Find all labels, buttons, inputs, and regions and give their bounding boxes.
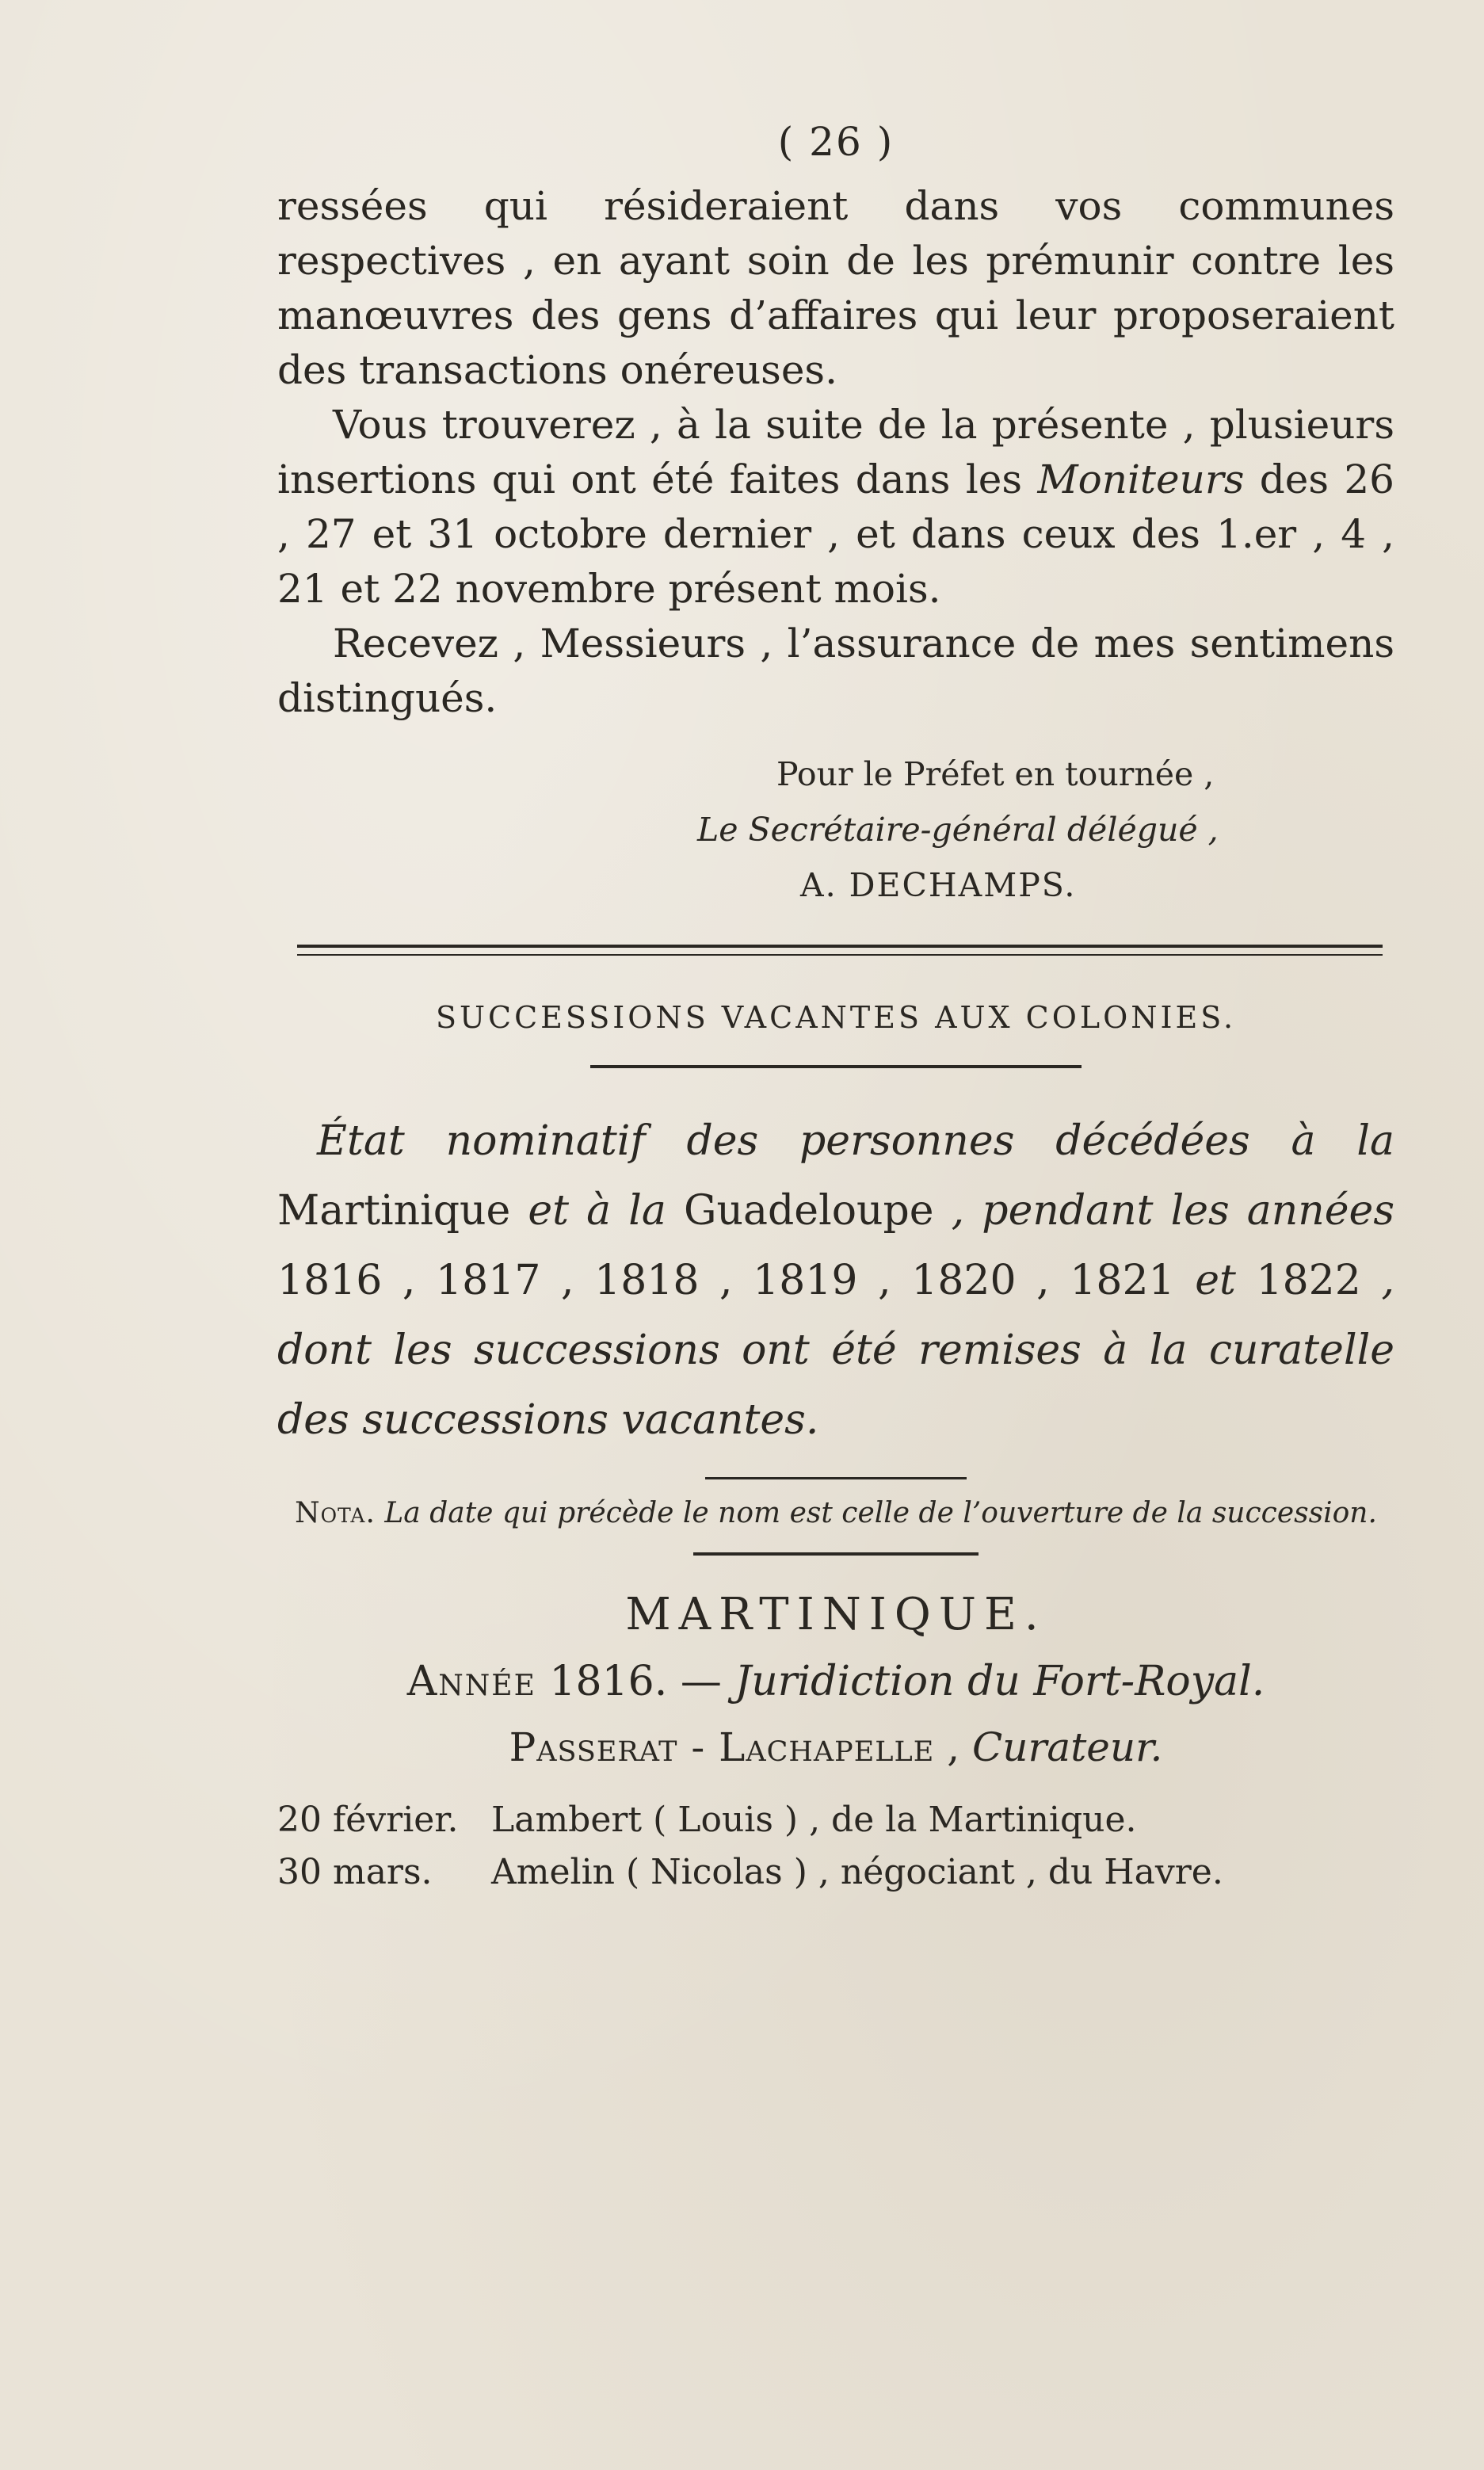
etat-text-2: et à la xyxy=(510,1187,684,1235)
letter-body xyxy=(277,179,1394,726)
curator-name: Passerat - Lachapelle xyxy=(509,1724,935,1770)
curator-comma: , xyxy=(947,1724,960,1770)
signature-line-2: Le Secrétaire-général délégué , xyxy=(697,811,1219,849)
page-content xyxy=(277,119,1394,1899)
year-value: 1816. xyxy=(549,1658,668,1705)
double-rule-divider xyxy=(297,945,1383,956)
year-heading xyxy=(277,1658,1394,1705)
guadeloupe-word: Guadeloupe xyxy=(683,1187,934,1235)
nota-block xyxy=(277,1492,1394,1535)
short-rule-divider xyxy=(590,1065,1082,1068)
entry-date: 30 mars. xyxy=(277,1852,433,1892)
rule-thin xyxy=(297,954,1383,956)
country-heading: MARTINIQUE. xyxy=(625,1589,1047,1640)
signature-block xyxy=(277,746,1394,913)
year-dash: — xyxy=(680,1658,722,1705)
rule-thick xyxy=(297,945,1383,948)
signature-line-3: A. DECHAMPS. xyxy=(800,866,1077,904)
year-last: 1822 xyxy=(1256,1257,1361,1304)
years-list: 1816 , 1817 , 1818 , 1819 , 1820 , 1821 xyxy=(277,1257,1175,1304)
etat-paragraph xyxy=(277,1106,1394,1455)
jurisdiction: Juridiction du Fort-Royal. xyxy=(734,1658,1265,1705)
entry-text: Amelin ( Nicolas ) , négociant , du Havre. xyxy=(491,1852,1223,1892)
section-heading: SUCCESSIONS VACANTES AUX COLONIES. xyxy=(435,1000,1237,1035)
etat-text-4: et xyxy=(1174,1257,1257,1304)
nota-top-rule xyxy=(705,1477,967,1479)
page-number: ( 26 ) xyxy=(777,119,895,165)
paragraph-1: ressées qui résideraient dans vos communes respectives , en ayant soin de les prémunir contre les manœuvres des gens d’affaires qui leur proposeraient des transactions onéreuses. xyxy=(277,183,1394,393)
paragraph-2-part2: des 26 , 27 et 31 octobre dernier , et dans ceux des 1.er , 4 , 21 et 22 novembre présent mois. xyxy=(277,456,1394,612)
martinique-word: Martinique xyxy=(277,1187,511,1235)
succession-entries xyxy=(277,1794,1394,1899)
year-label: Année xyxy=(406,1658,536,1705)
entry-text: Lambert ( Louis ) , de la Martinique. xyxy=(491,1800,1137,1840)
etat-text-1: nominatif des personnes décédées à la xyxy=(404,1117,1394,1165)
list-item xyxy=(277,1846,1394,1899)
nota-bottom-rule xyxy=(693,1552,979,1556)
etat-text-3: , pendant les années xyxy=(933,1187,1394,1235)
paragraph-2-part1: Vous trouverez , à la suite de la présente , plusieurs insertions qui ont été faites dans les xyxy=(277,402,1394,502)
moniteurs-italic: Moniteurs xyxy=(1037,456,1245,502)
etat-text-5: , dont les successions ont été remises à la curatelle des successions vacantes. xyxy=(277,1257,1394,1444)
etat-intro xyxy=(277,1106,1394,1455)
list-item xyxy=(277,1794,1394,1846)
curator-heading xyxy=(277,1724,1394,1770)
curator-role: Curateur. xyxy=(972,1724,1163,1770)
nota-label: Nota. xyxy=(295,1497,376,1529)
entry-date: 20 février. xyxy=(277,1800,459,1840)
signature-line-1: Pour le Préfet en tournée , xyxy=(776,755,1215,793)
nota-text: La date qui précède le nom est celle de l’ouverture de la succession. xyxy=(384,1497,1377,1529)
paragraph-2 xyxy=(277,398,1394,617)
paragraph-3: Recevez , Messieurs , l’assurance de mes sentimens distingués. xyxy=(277,620,1394,721)
etat-word: État xyxy=(317,1117,405,1165)
